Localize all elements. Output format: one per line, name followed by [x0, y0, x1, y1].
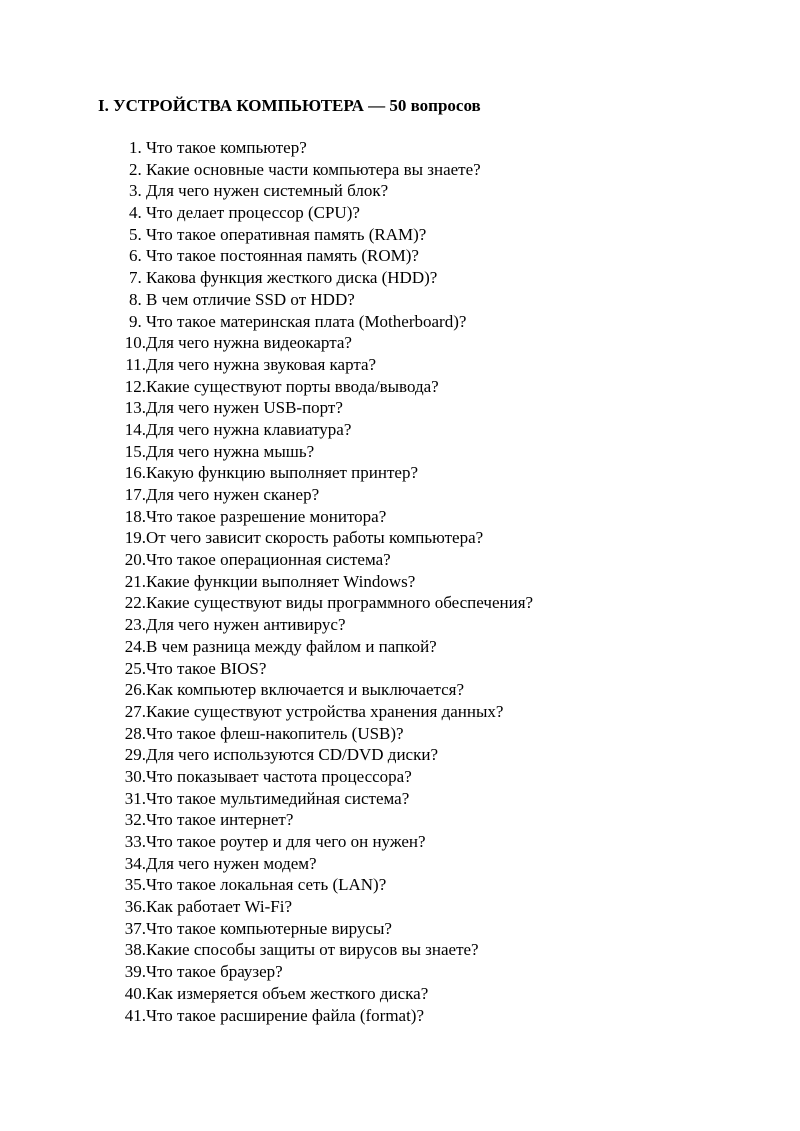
question-text: Для чего нужна клавиатура? [146, 419, 352, 439]
question-number: 23. [124, 615, 146, 635]
question-text: Какова функция жесткого диска (HDD)? [146, 268, 438, 288]
question-number: 40. [124, 983, 146, 1003]
question-item [121, 419, 533, 441]
question-number: 10. [124, 333, 146, 353]
question-text: Что такое компьютер? [146, 138, 307, 157]
question-item [121, 939, 533, 961]
question-text: Что показывает частота процессора? [146, 766, 412, 786]
question-number: 27. [124, 701, 146, 721]
question-text: Что делает процессор (CPU)? [146, 203, 360, 223]
question-item [121, 1005, 533, 1027]
question-text: Что такое флеш-накопитель (USB)? [146, 723, 404, 743]
question-number: 24. [124, 636, 146, 656]
question-number: 21. [124, 571, 146, 591]
question-text: Какую функцию выполняет принтер? [146, 463, 418, 483]
question-item [121, 766, 533, 788]
question-item [121, 961, 533, 983]
question-text: Что такое операционная система? [146, 550, 391, 570]
question-item [121, 918, 533, 940]
question-number: 8. [129, 289, 142, 309]
question-number: 12. [124, 376, 146, 396]
question-item [121, 701, 533, 723]
question-number: 2. [129, 159, 142, 179]
question-item [121, 245, 533, 267]
question-item [121, 809, 533, 831]
question-text: Для чего нужна видеокарта? [146, 333, 352, 353]
question-item [121, 397, 533, 419]
question-item [121, 614, 533, 636]
question-text: Какие существуют виды программного обеспечения? [146, 593, 534, 613]
question-number: 7. [129, 268, 142, 288]
question-item [121, 376, 533, 398]
question-item [121, 332, 533, 354]
question-number: 25. [124, 658, 146, 678]
question-text: Какие основные части компьютера вы знаете? [146, 159, 481, 179]
question-text: Для чего нужен антивирус? [146, 615, 346, 635]
question-number: 6. [129, 246, 142, 266]
question-item [121, 354, 533, 376]
question-text: Что такое BIOS? [146, 658, 267, 678]
question-item [121, 744, 533, 766]
question-item [121, 549, 533, 571]
question-number: 32. [124, 810, 146, 830]
question-text: Для чего нужна звуковая карта? [146, 354, 377, 374]
question-text: Что такое компьютерные вирусы? [146, 918, 392, 938]
question-text: Что такое локальная сеть (LAN)? [146, 875, 387, 895]
question-item [121, 983, 533, 1005]
question-item [121, 441, 533, 463]
question-text: Какие существуют порты ввода/вывода? [146, 376, 439, 396]
question-item [121, 159, 533, 181]
question-number: 38. [124, 940, 146, 960]
question-text: Для чего нужен модем? [146, 853, 317, 873]
question-item [121, 180, 533, 202]
question-number: 13. [124, 398, 146, 418]
question-number: 39. [124, 962, 146, 982]
question-item [121, 224, 533, 246]
question-number: 41. [124, 1005, 146, 1025]
question-text: В чем отличие SSD от HDD? [146, 289, 355, 309]
question-item [121, 527, 533, 549]
question-text: Какие существуют устройства хранения данных? [146, 701, 504, 721]
question-number: 31. [124, 788, 146, 808]
question-item [121, 658, 533, 680]
question-item [121, 592, 533, 614]
question-number: 14. [124, 419, 146, 439]
question-item [121, 484, 533, 506]
question-text: Что такое расширение файла (format)? [146, 1005, 425, 1025]
question-number: 16. [124, 463, 146, 483]
question-text: Для чего используются CD/DVD диски? [146, 745, 438, 765]
question-text: Какие функции выполняет Windows? [146, 571, 416, 591]
question-number: 1. [129, 138, 142, 157]
question-text: Что такое интернет? [146, 810, 294, 830]
question-number: 3. [129, 181, 142, 201]
question-item [121, 636, 533, 658]
question-text: Для чего нужен USB-порт? [146, 398, 343, 418]
question-number: 35. [124, 875, 146, 895]
question-number: 37. [124, 918, 146, 938]
question-item [121, 571, 533, 593]
question-text: Для чего нужен сканер? [146, 485, 320, 504]
question-number: 26. [124, 680, 146, 700]
question-number: 11. [125, 354, 146, 374]
question-number: 36. [124, 897, 146, 917]
question-number: 30. [124, 766, 146, 786]
question-item [121, 137, 533, 159]
question-text: Как работает Wi-Fi? [146, 897, 293, 917]
question-item [121, 506, 533, 528]
question-item [121, 679, 533, 701]
question-text: Что такое мультимедийная система? [146, 788, 410, 808]
question-item [121, 311, 533, 333]
question-number: 17. [124, 485, 146, 504]
question-item [121, 853, 533, 875]
question-text: Что такое материнская плата (Motherboard)? [146, 311, 467, 331]
question-number: 4. [129, 203, 142, 223]
question-text: Для чего нужна мышь? [146, 441, 315, 461]
question-number: 15. [124, 441, 146, 461]
question-item [121, 267, 533, 289]
question-text: В чем разница между файлом и папкой? [146, 636, 437, 656]
question-text: Что такое разрешение монитора? [146, 506, 387, 526]
question-number: 34. [124, 853, 146, 873]
question-number: 20. [124, 550, 146, 570]
question-text: Как компьютер включается и выключается? [146, 680, 465, 700]
question-number: 9. [129, 311, 142, 331]
question-number: 18. [124, 506, 146, 526]
question-text: Что такое браузер? [146, 962, 283, 982]
question-number: 29. [124, 745, 146, 765]
question-item [121, 788, 533, 810]
question-number: 5. [129, 224, 142, 244]
question-text: Какие способы защиты от вирусов вы знаете? [146, 940, 479, 960]
question-item [121, 202, 533, 224]
question-number: 33. [124, 832, 146, 851]
question-item [121, 723, 533, 745]
question-item [121, 289, 533, 311]
question-text: Как измеряется объем жесткого диска? [146, 983, 429, 1003]
question-text: Для чего нужен системный блок? [146, 181, 389, 201]
question-item [121, 831, 533, 853]
question-number: 19. [124, 528, 146, 548]
question-list [121, 137, 533, 1026]
question-item [121, 896, 533, 918]
page-title: I. УСТРОЙСТВА КОМПЬЮТЕРА — 50 вопросов [98, 96, 481, 115]
question-item [121, 462, 533, 484]
question-text: Что такое оперативная память (RAM)? [146, 224, 427, 244]
question-text: От чего зависит скорость работы компьютера? [146, 528, 484, 548]
question-text: Что такое роутер и для чего он нужен? [146, 832, 426, 851]
question-text: Что такое постоянная память (ROM)? [146, 246, 419, 266]
question-item [121, 874, 533, 896]
question-number: 28. [124, 723, 146, 743]
question-number: 22. [124, 593, 146, 613]
